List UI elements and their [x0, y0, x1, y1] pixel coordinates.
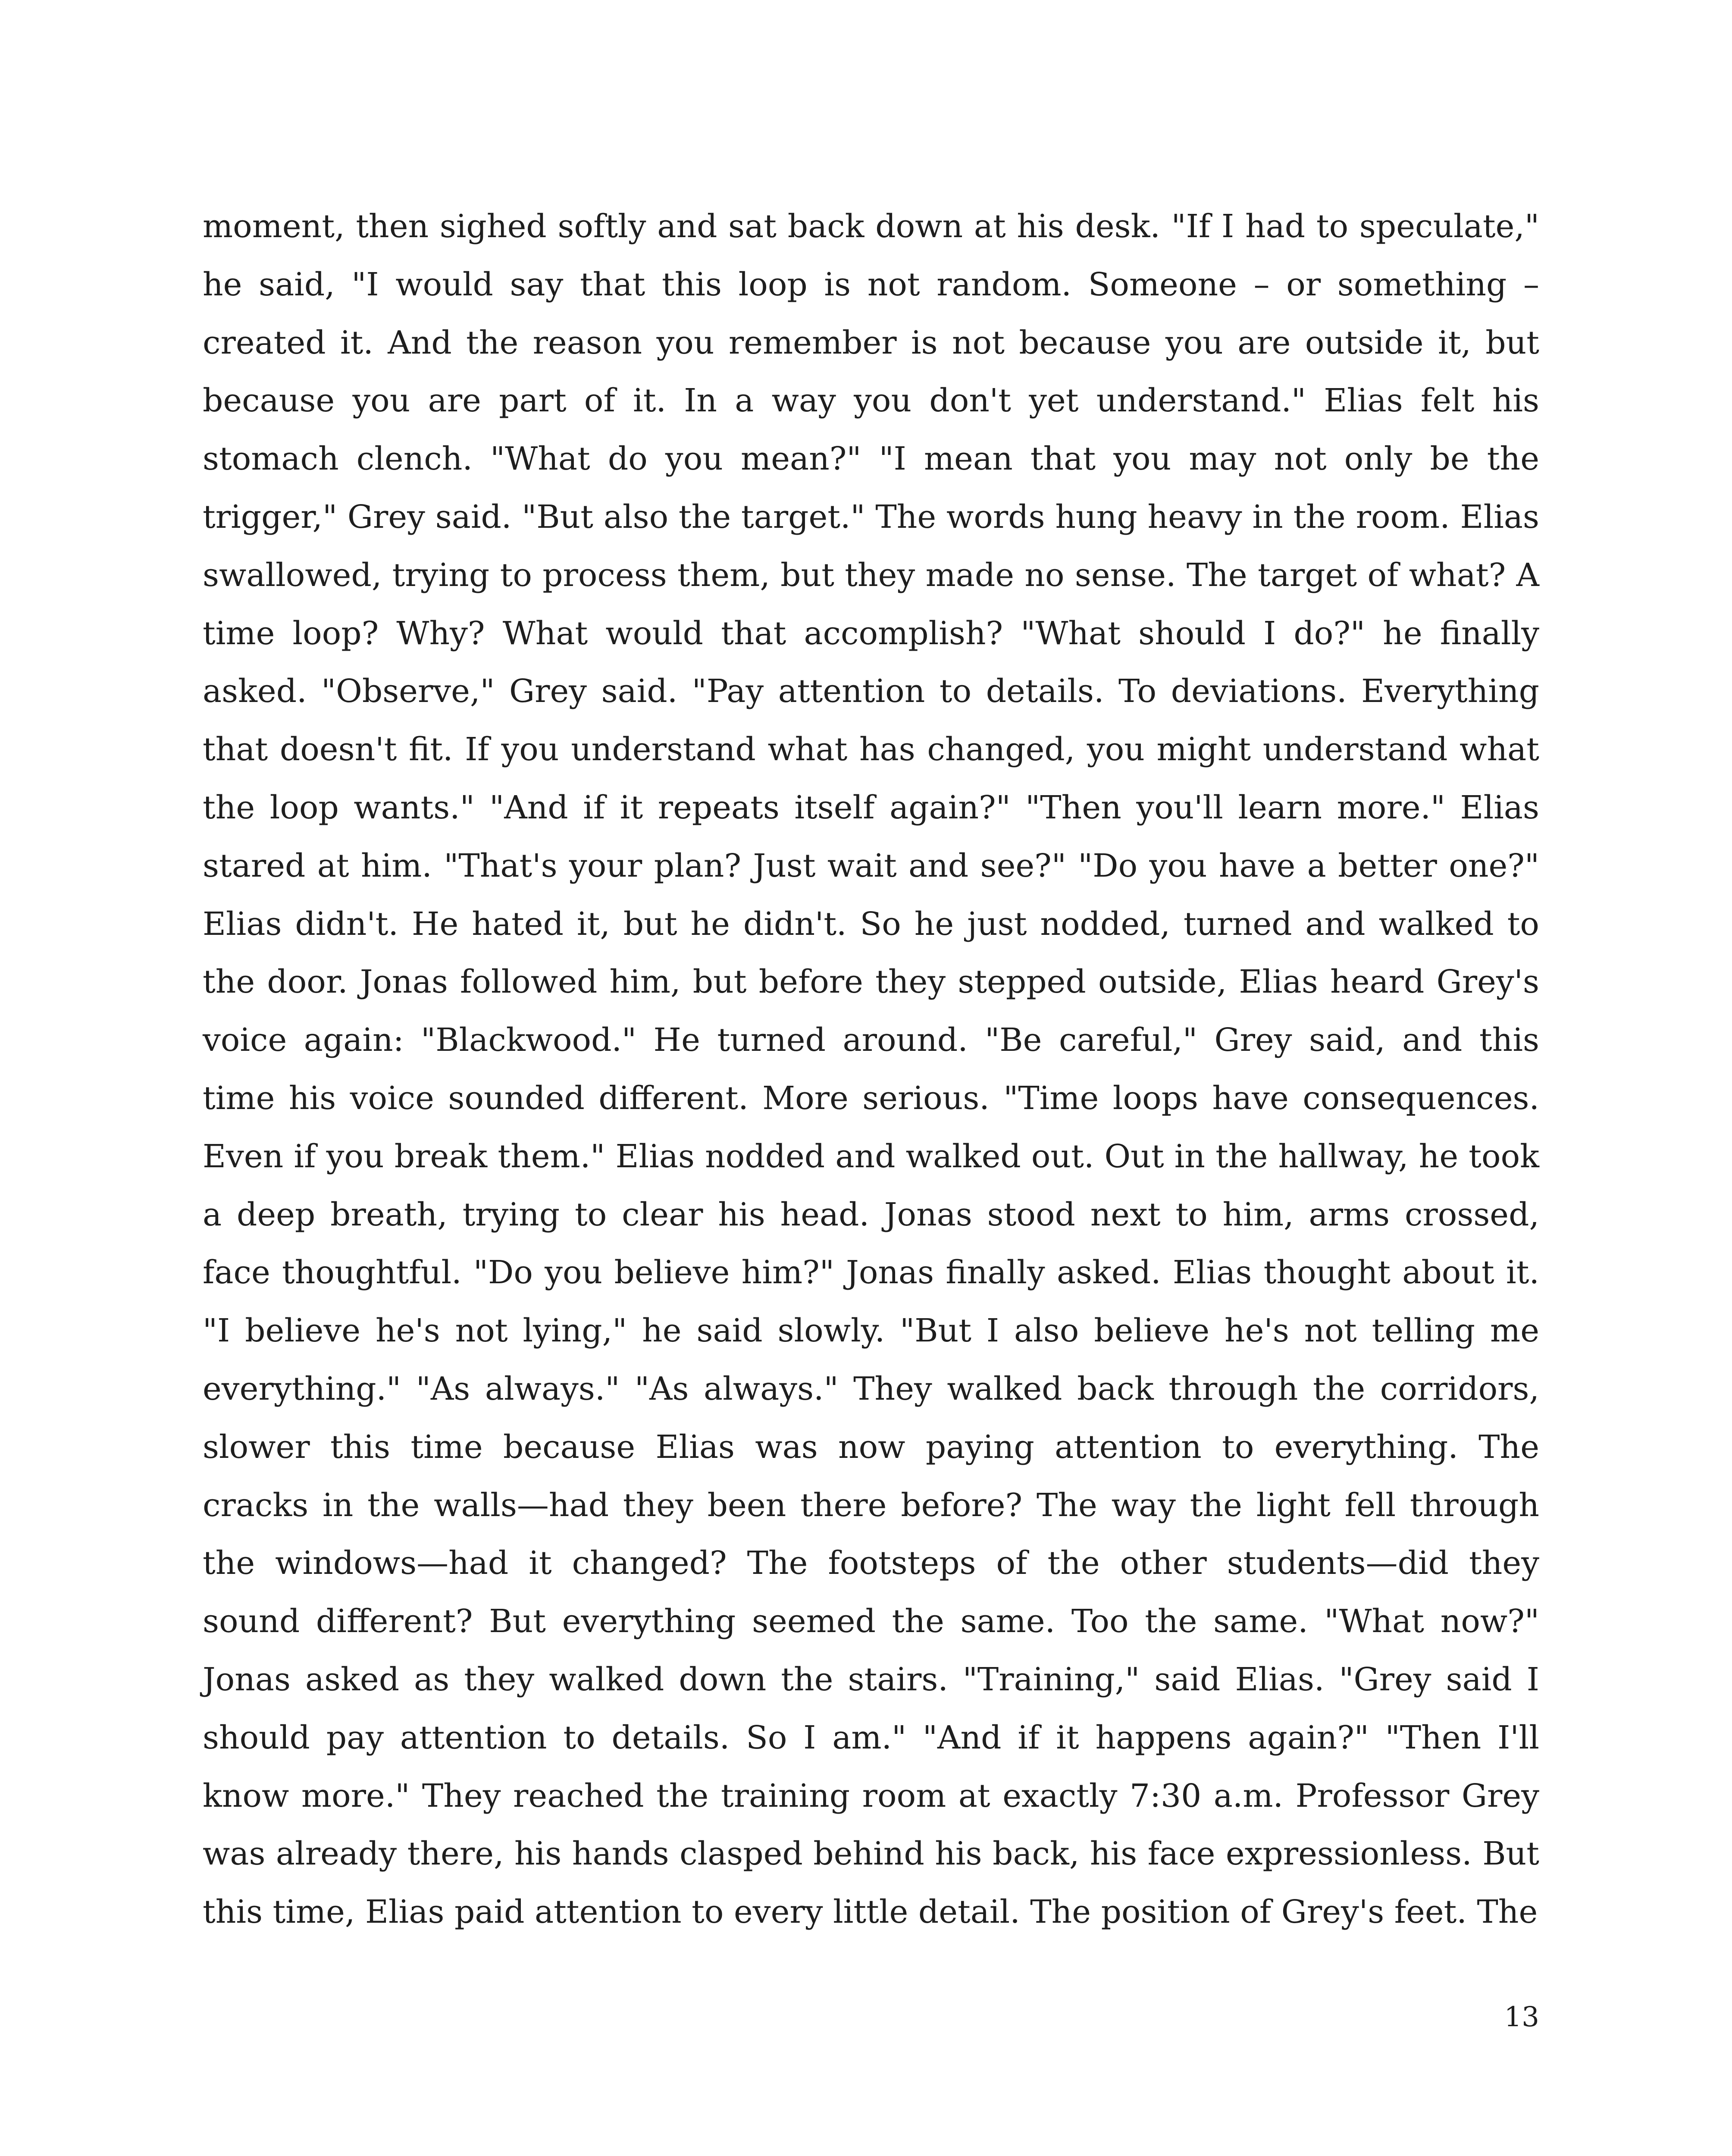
page-number: 13	[1504, 2001, 1539, 2033]
body-text: moment, then sighed softly and sat back down at his desk. "If I had to speculate," he said, "I would say that this loop is not random. Someone – or something – created it. And the reason you remember is not because you are outside it, but because you are part of it. In a way you don't yet understand." Elias felt his stomach clench. "What do you mean?" "I mean that you may not only be the trigger," Grey said. "But also the target." The words hung heavy in the room. Elias swallowed, trying to process them, but they made no sense. The target of what? A time loop? Why? What would that accomplish? "What should I do?" he finally asked. "Observe," Grey said. "Pay attention to details. To deviations. Everything that doesn't fit. If you understand what has changed, you might understand what the loop wants." "And if it repeats itself again?" "Then you'll learn more." Elias stared at him. "That's your plan? Just wait and see?" "Do you have a better one?" Elias didn't. He hated it, but he didn't. So he just nodded, turned and walked to the door. Jonas followed him, but before they stepped outside, Elias heard Grey's voice again: "Blackwood." He turned around. "Be careful," Grey said, and this time his voice sounded different. More serious. "Time loops have consequences. Even if you break them." Elias nodded and walked out. Out in the hallway, he took a deep breath, trying to clear his head. Jonas stood next to him, arms crossed, face thoughtful. "Do you believe him?" Jonas finally asked. Elias thought about it. "I believe he's not lying," he said slowly. "But I also believe he's not telling me everything." "As always." "As always." They walked back through the corridors, slower this time because Elias was now paying attention to everything. The cracks in the walls—had they been there before? The way the light fell through the windows—had it changed? The footsteps of the other students—did they sound different? But everything seemed the same. Too the same. "What now?" Jonas asked as they walked down the stairs. "Training," said Elias. "Grey said I should pay attention to details. So I am." "And if it happens again?" "Then I'll know more." They reached the training room at exactly 7:30 a.m. Professor Grey was already there, his hands clasped behind his back, his face expressionless. But this time, Elias paid attention to every little detail. The position of Grey's feet. The	[203, 208, 1539, 1931]
